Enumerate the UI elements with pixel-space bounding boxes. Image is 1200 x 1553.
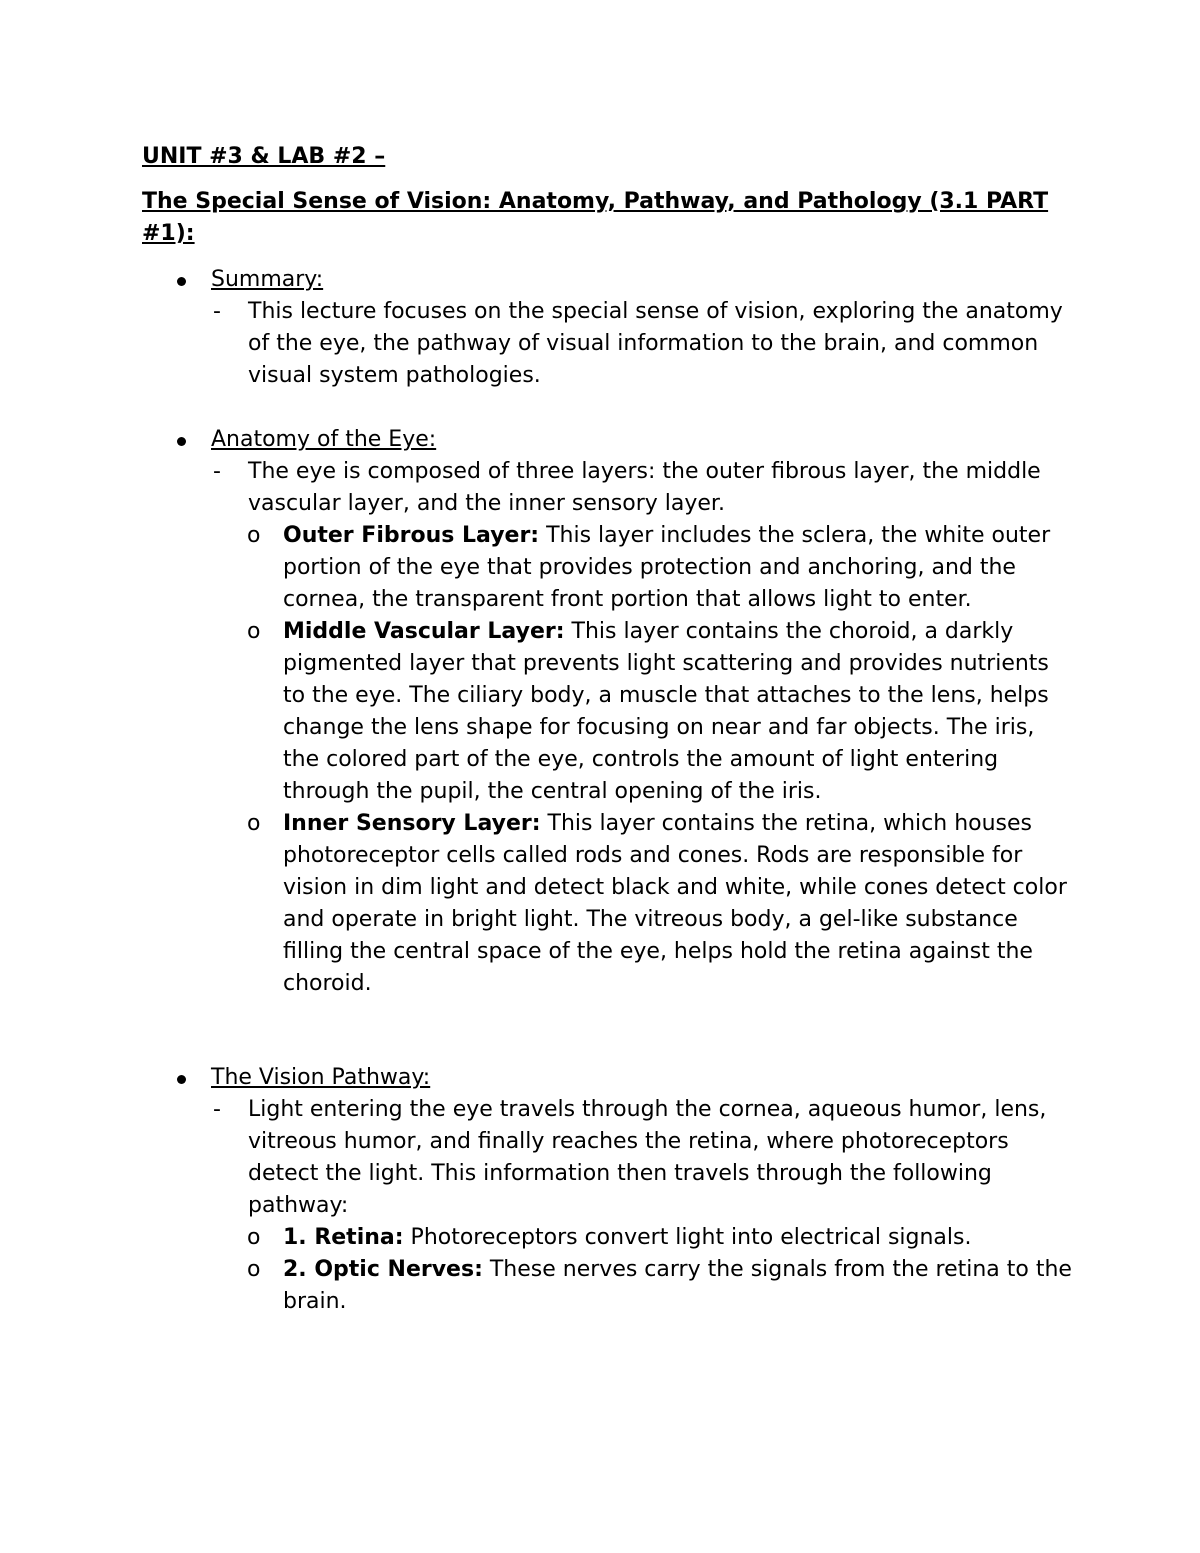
- anatomy-section: [142, 424, 1072, 1000]
- lecture-title: The Special Sense of Vision: Anatomy, Pathway, and Pathology (3.1 PART #1):: [142, 189, 1049, 246]
- anatomy-text: The eye is composed of three layers: the outer fibrous layer, the middle vascular layer, and the inner sensory layer.: [248, 459, 1041, 516]
- step-text: Photoreceptors convert light into electrical signals.: [403, 1225, 972, 1250]
- layer-item-inner-sensory: [142, 808, 1072, 1000]
- anatomy-item: [142, 456, 1072, 520]
- step-text: These nerves carry the signals from the retina to the brain.: [283, 1257, 1072, 1314]
- dash-marker: -: [213, 299, 221, 324]
- dash-marker: -: [213, 1097, 221, 1122]
- layer-term: Middle Vascular Layer:: [283, 619, 565, 644]
- pathway-heading: The Vision Pathway:: [211, 1065, 431, 1090]
- pathway-step-retina: [142, 1222, 1072, 1254]
- layer-text: This layer includes the sclera, the white outer portion of the eye that provides protection and anchoring, and the cornea, the transparent front portion that allows light to enter.: [283, 523, 1051, 612]
- layer-item-outer-fibrous: [142, 520, 1072, 616]
- summary-heading: Summary:: [211, 267, 324, 292]
- summary-bullet: [142, 264, 1072, 296]
- anatomy-bullet: [142, 424, 1072, 456]
- sub-bullet-marker: o: [247, 1225, 261, 1250]
- document-page: [142, 142, 1072, 1318]
- pathway-step-optic-nerves: [142, 1254, 1072, 1318]
- summary-text: This lecture focuses on the special sense of vision, exploring the anatomy of the eye, the pathway of visual information to the brain, and common visual system pathologies.: [248, 299, 1063, 388]
- layer-term: Inner Sensory Layer:: [283, 811, 541, 836]
- layer-text: This layer contains the choroid, a darkly pigmented layer that prevents light scattering and provides nutrients to the eye. The ciliary body, a muscle that attaches to the lens, helps change the lens shape for focusing on near and far objects. The iris, the colored part of the eye, controls the amount of light entering through the pupil, the central opening of the iris.: [283, 619, 1049, 804]
- layer-item-middle-vascular: [142, 616, 1072, 808]
- unit-title: UNIT #3 & LAB #2 –: [142, 144, 386, 169]
- step-term: 2. Optic Nerves:: [283, 1257, 483, 1282]
- summary-item: [142, 296, 1072, 392]
- pathway-item: [142, 1094, 1072, 1222]
- bullet-dot-icon: [177, 437, 186, 446]
- bullet-dot-icon: [177, 1075, 186, 1084]
- layer-term: Outer Fibrous Layer:: [283, 523, 540, 548]
- pathway-text: Light entering the eye travels through the cornea, aqueous humor, lens, vitreous humor, and finally reaches the retina, where photoreceptors detect the light. This information then travels through the following pathway:: [248, 1097, 1047, 1218]
- sub-bullet-marker: o: [247, 619, 261, 644]
- step-term: 1. Retina:: [283, 1225, 404, 1250]
- bullet-dot-icon: [177, 277, 186, 286]
- layer-text: This layer contains the retina, which houses photoreceptor cells called rods and cones. Rods are responsible for vision in dim light and detect black and white, while cones detect color and operate in bright light. The vitreous body, a gel-like substance filling the central space of the eye, helps hold the retina against the choroid.: [283, 811, 1067, 996]
- sub-bullet-marker: o: [247, 523, 261, 548]
- sub-bullet-marker: o: [247, 811, 261, 836]
- summary-section: [142, 264, 1072, 392]
- pathway-section: [142, 1062, 1072, 1318]
- anatomy-heading: Anatomy of the Eye:: [211, 427, 437, 452]
- sub-bullet-marker: o: [247, 1257, 261, 1282]
- pathway-bullet: [142, 1062, 1072, 1094]
- dash-marker: -: [213, 459, 221, 484]
